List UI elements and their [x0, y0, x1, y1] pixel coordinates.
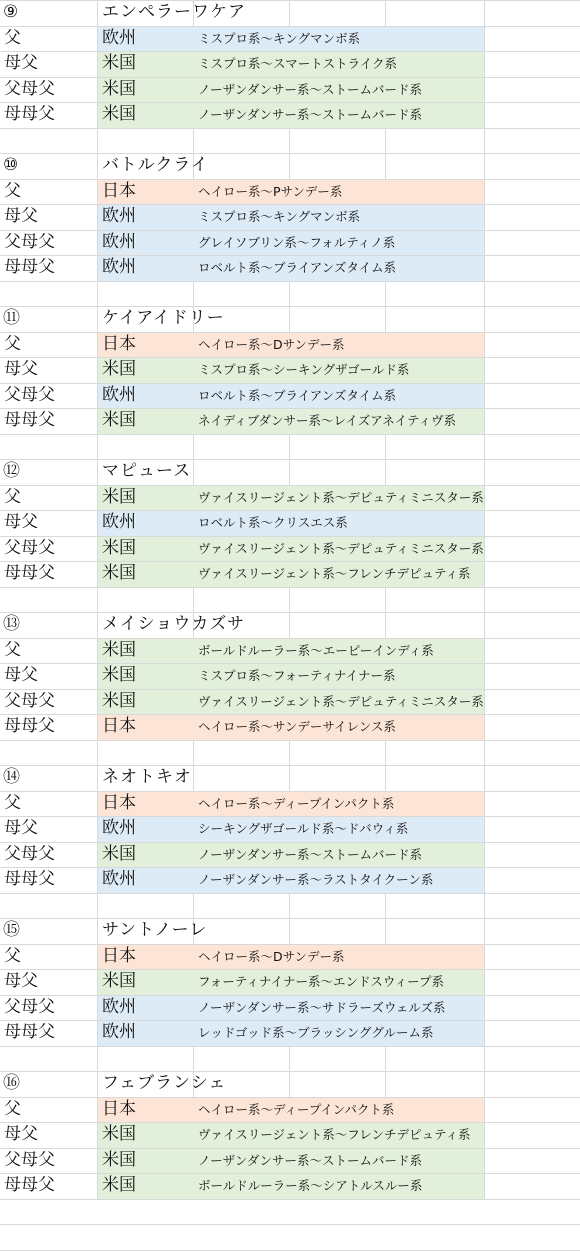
- pedigree-row: [0, 357, 580, 383]
- sire-line: ボールドルーラー系～シアトルスルー系: [198, 1178, 423, 1193]
- region-label: 米国: [102, 1149, 136, 1170]
- relation-label: 母父: [4, 206, 38, 226]
- horse-number: ⑯: [3, 1073, 20, 1093]
- region-label: 米国: [102, 971, 136, 991]
- relation-label: 父: [4, 792, 21, 813]
- pedigree-row: [0, 77, 580, 103]
- relation-label: 父: [4, 486, 21, 507]
- relation-label: 母母父: [4, 1175, 55, 1195]
- sire-line: ヴァイスリージェント系～デピュティミニスター系: [198, 693, 484, 709]
- horse-name: ケイアイドリー: [102, 308, 225, 328]
- region-label: 欧州: [102, 206, 136, 226]
- relation-label: 母父: [4, 53, 38, 73]
- region-label: 米国: [102, 53, 136, 73]
- pedigree-row: [0, 1173, 580, 1199]
- pedigree-row: [0, 1097, 580, 1123]
- region-label: 日本: [102, 180, 136, 201]
- sire-line: グレイソブリン系～フォルティノ系: [198, 234, 396, 250]
- region-label: 米国: [102, 639, 136, 660]
- sire-line: ミスプロ系～フォーティナイナー系: [198, 668, 396, 683]
- pedigree-row: [0, 536, 580, 562]
- sire-line: ヘイロー系～Pサンデー系: [198, 183, 343, 199]
- relation-label: 母父: [4, 1124, 38, 1144]
- pedigree-row: [0, 485, 580, 511]
- sire-line: ミスプロ系～キングマンボ系: [198, 209, 361, 224]
- sire-line: ロベルト系～ブライアンズタイム系: [198, 260, 397, 275]
- pedigree-row: [0, 332, 580, 358]
- row-gridline: [0, 1046, 580, 1047]
- relation-label: 父母父: [4, 843, 55, 864]
- region-label: 日本: [102, 792, 136, 813]
- horse-name: ネオトキオ: [102, 767, 192, 787]
- region-label: 米国: [102, 359, 136, 379]
- pedigree-row: [0, 204, 580, 230]
- horse-name: サントノーレ: [102, 920, 208, 940]
- relation-label: 母母父: [4, 104, 55, 124]
- relation-label: 父: [4, 1098, 21, 1119]
- sire-line: フォーティナイナー系～エンドスウィープ系: [198, 974, 445, 989]
- sire-line: ノーザンダンサー系～ストームバード系: [198, 846, 423, 862]
- sire-line: ロベルト系～クリスエス系: [198, 515, 348, 530]
- relation-label: 母父: [4, 512, 38, 532]
- region-label: 米国: [102, 690, 136, 711]
- horse-number: ⑮: [3, 920, 20, 940]
- sire-line: ヘイロー系～Dサンデー系: [198, 336, 345, 352]
- horse-header-row: [0, 306, 580, 332]
- row-gridline: [0, 893, 580, 894]
- horse-number: ⑪: [3, 308, 20, 328]
- row-gridline: [0, 1224, 580, 1225]
- row-gridline: [0, 281, 580, 282]
- pedigree-row: [0, 408, 580, 434]
- region-label: 欧州: [102, 1022, 136, 1042]
- relation-label: 母母父: [4, 1022, 55, 1042]
- row-gridline: [0, 128, 580, 129]
- horse-name: マピュース: [102, 461, 192, 481]
- region-label: 米国: [102, 104, 136, 124]
- pedigree-row: [0, 1148, 580, 1174]
- pedigree-row: [0, 969, 580, 995]
- relation-label: 母母父: [4, 869, 55, 889]
- relation-label: 父: [4, 945, 21, 966]
- horse-header-row: [0, 1071, 580, 1097]
- relation-label: 母母父: [4, 563, 55, 583]
- pedigree-row: [0, 1122, 580, 1148]
- pedigree-row: [0, 995, 580, 1021]
- relation-label: 父母父: [4, 1149, 55, 1170]
- relation-label: 父母父: [4, 537, 55, 558]
- sire-line: ノーザンダンサー系～ストームバード系: [198, 81, 423, 97]
- pedigree-row: [0, 689, 580, 715]
- horse-number: ⑭: [3, 767, 20, 787]
- row-gridline: [0, 434, 580, 435]
- region-label: 米国: [102, 537, 136, 558]
- region-label: 米国: [102, 410, 136, 430]
- region-label: 欧州: [102, 384, 136, 405]
- region-label: 欧州: [102, 257, 136, 277]
- relation-label: 母父: [4, 818, 38, 838]
- sire-line: ヘイロー系～ディープインパクト系: [198, 795, 395, 811]
- region-label: 日本: [102, 716, 136, 736]
- relation-label: 父母父: [4, 78, 55, 99]
- sire-line: ネイディブダンサー系～レイズアネイティヴ系: [198, 413, 457, 428]
- sire-line: ノーザンダンサー系～ストームバード系: [198, 107, 423, 122]
- relation-label: 父母父: [4, 231, 55, 252]
- region-label: 欧州: [102, 869, 136, 889]
- pedigree-row: [0, 638, 580, 664]
- horse-number: ⑨: [3, 2, 19, 22]
- sire-line: ノーザンダンサー系～ラストタイクーン系: [198, 872, 434, 887]
- horse-name: フェブランシェ: [102, 1073, 227, 1093]
- pedigree-row: [0, 383, 580, 409]
- region-label: 欧州: [102, 996, 136, 1017]
- pedigree-row: [0, 561, 580, 587]
- horse-header-row: [0, 612, 580, 638]
- relation-label: 父: [4, 639, 21, 660]
- region-label: 米国: [102, 1124, 136, 1144]
- sire-line: シーキングザゴールド系～ドバウィ系: [198, 821, 409, 836]
- region-label: 米国: [102, 563, 136, 583]
- pedigree-row: [0, 944, 580, 970]
- region-label: 米国: [102, 665, 136, 685]
- relation-label: 母父: [4, 359, 38, 379]
- relation-label: 父母父: [4, 690, 55, 711]
- horse-header-row: [0, 153, 580, 179]
- region-label: 欧州: [102, 231, 136, 252]
- horse-header-row: [0, 765, 580, 791]
- relation-label: 父母父: [4, 384, 55, 405]
- sire-line: ミスプロ系～スマートストライク系: [198, 56, 398, 71]
- region-label: 欧州: [102, 27, 136, 48]
- row-gridline: [0, 740, 580, 741]
- sire-line: ヴァイスリージェント系～デピュティミニスター系: [198, 540, 484, 556]
- relation-label: 父: [4, 27, 21, 48]
- pedigree-row: [0, 816, 580, 842]
- sire-line: ヘイロー系～ディープインパクト系: [198, 1101, 395, 1117]
- region-label: 日本: [102, 333, 136, 354]
- horse-name: バトルクライ: [102, 155, 209, 175]
- pedigree-row: [0, 663, 580, 689]
- row-gridline: [0, 1250, 580, 1251]
- row-gridline: [0, 1199, 580, 1200]
- horse-number: ⑬: [3, 614, 20, 634]
- relation-label: 母母父: [4, 410, 55, 430]
- pedigree-row: [0, 791, 580, 817]
- relation-label: 母母父: [4, 257, 55, 277]
- sire-line: ヘイロー系～サンデーサイレンス系: [198, 719, 396, 734]
- sire-line: ボールドルーラー系～エーピーインディ系: [198, 642, 434, 658]
- horse-number: ⑩: [3, 155, 19, 175]
- pedigree-row: [0, 867, 580, 893]
- sire-line: ノーザンダンサー系～サドラーズウェルズ系: [198, 999, 446, 1015]
- pedigree-row: [0, 102, 580, 128]
- region-label: 米国: [102, 1175, 136, 1195]
- sire-line: ヘイロー系～Dサンデー系: [198, 948, 345, 964]
- horse-header-row: [0, 459, 580, 485]
- relation-label: 父母父: [4, 996, 55, 1017]
- relation-label: 父: [4, 333, 21, 354]
- sire-line: ヴァイスリージェント系～フレンチデピュティ系: [198, 1127, 471, 1142]
- region-label: 米国: [102, 78, 136, 99]
- sire-line: レッドゴッド系～ブラッシンググルーム系: [198, 1025, 434, 1040]
- pedigree-row: [0, 230, 580, 256]
- relation-label: 母父: [4, 665, 38, 685]
- sire-line: ヴァイスリージェント系～デピュティミニスター系: [198, 489, 484, 505]
- pedigree-row: [0, 842, 580, 868]
- horse-name: メイショウカズサ: [102, 614, 245, 634]
- sire-line: ミスプロ系～キングマンボ系: [198, 30, 361, 46]
- relation-label: 母母父: [4, 716, 55, 736]
- region-label: 米国: [102, 486, 136, 507]
- region-label: 欧州: [102, 818, 136, 838]
- horse-name: エンペラーワケア: [102, 2, 246, 22]
- pedigree-row: [0, 26, 580, 52]
- sire-line: ロベルト系～ブライアンズタイム系: [198, 387, 397, 403]
- region-label: 米国: [102, 843, 136, 864]
- region-label: 欧州: [102, 512, 136, 532]
- pedigree-row: [0, 51, 580, 77]
- pedigree-row: [0, 1020, 580, 1046]
- horse-header-row: [0, 918, 580, 944]
- relation-label: 母父: [4, 971, 38, 991]
- horse-number: ⑫: [3, 461, 20, 481]
- pedigree-row: [0, 714, 580, 740]
- sire-line: ノーザンダンサー系～ストームバード系: [198, 1152, 423, 1168]
- pedigree-row: [0, 255, 580, 281]
- sire-line: ヴァイスリージェント系～フレンチデピュティ系: [198, 566, 471, 581]
- pedigree-row: [0, 510, 580, 536]
- pedigree-row: [0, 179, 580, 205]
- row-gridline: [0, 587, 580, 588]
- region-label: 日本: [102, 1098, 136, 1119]
- region-label: 日本: [102, 945, 136, 966]
- relation-label: 父: [4, 180, 21, 201]
- sire-line: ミスプロ系～シーキングザゴールド系: [198, 362, 410, 377]
- horse-header-row: [0, 0, 580, 26]
